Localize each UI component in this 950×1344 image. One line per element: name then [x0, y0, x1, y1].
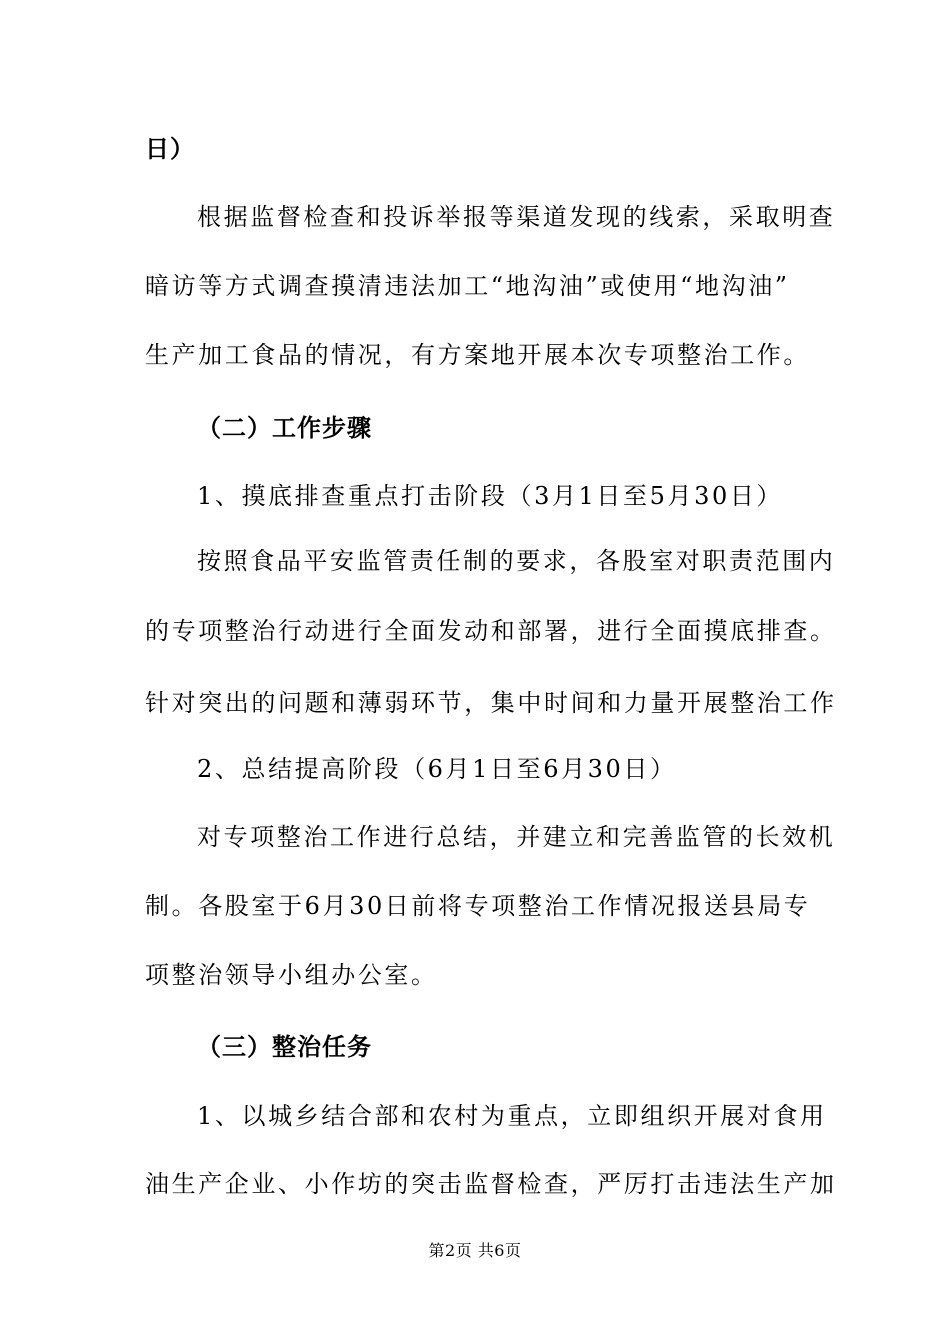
- paragraph-line: 针对突出的问题和薄弱环节，集中时间和力量开展整治工作: [145, 689, 837, 717]
- step-item-1: 1、摸底排查重点打击阶段（3月1日至5月30日）: [197, 482, 784, 510]
- paragraph-line: 油生产企业、小作坊的突击监督检查，严厉打击违法生产加: [145, 1170, 837, 1198]
- paragraph-line: 生产加工食品的情况，有方案地开展本次专项整治工作。: [145, 341, 810, 369]
- continued-line: 日）: [145, 135, 195, 163]
- step-item-2: 2、总结提高阶段（6月1日至6月30日）: [197, 755, 677, 783]
- paragraph-line: 1、以城乡结合部和农村为重点，立即组织开展对食用: [197, 1102, 827, 1130]
- paragraph-line: 的专项整治行动进行全面发动和部署，进行全面摸底排查。: [145, 617, 837, 645]
- paragraph-line: 按照食品平安监管责任制的要求，各股室对职责范围内: [197, 547, 836, 575]
- paragraph-line: 项整治领导小组办公室。: [145, 961, 438, 989]
- page-number-footer: 第2页 共6页: [428, 1241, 522, 1260]
- paragraph-line: 对专项整治工作进行总结，并建立和完善监管的长效机: [197, 823, 836, 851]
- section-heading-tasks: （三）整治任务: [197, 1033, 372, 1061]
- section-heading-steps: （二）工作步骤: [197, 414, 372, 442]
- paragraph-line: 暗访等方式调查摸清违法加工“地沟油”或使用“地沟油”: [145, 272, 790, 300]
- paragraph-line: 根据监督检查和投诉举报等渠道发现的线索，采取明查: [197, 203, 836, 231]
- paragraph-line: 制。各股室于6月30日前将专项整治工作情况报送县局专: [145, 892, 811, 920]
